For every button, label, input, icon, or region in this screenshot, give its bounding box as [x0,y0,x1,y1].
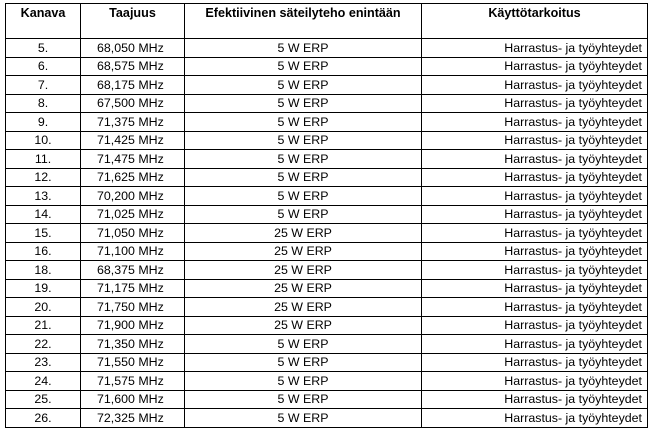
cell-taajuus: 70,200 MHz [81,187,185,206]
cell-teho: 25 W ERP [185,261,422,280]
table-row [6,409,648,428]
table-row [6,205,648,224]
cell-kanava: 25. [6,390,81,409]
cell-kaytto: Harrastus- ja työyhteydet [422,279,648,298]
cell-kanava: 7. [6,76,81,95]
cell-kanava: 20. [6,298,81,317]
cell-taajuus: 71,425 MHz [81,131,185,150]
table-row [6,113,648,132]
cell-teho: 5 W ERP [185,57,422,76]
cell-kaytto: Harrastus- ja työyhteydet [422,150,648,169]
table-row [6,131,648,150]
cell-kanava: 13. [6,187,81,206]
cell-kaytto: Harrastus- ja työyhteydet [422,76,648,95]
cell-teho: 5 W ERP [185,390,422,409]
cell-kanava: 12. [6,168,81,187]
cell-taajuus: 71,350 MHz [81,335,185,354]
cell-kaytto: Harrastus- ja työyhteydet [422,205,648,224]
table-row [6,279,648,298]
cell-teho: 5 W ERP [185,187,422,206]
cell-taajuus: 71,900 MHz [81,316,185,335]
cell-taajuus: 71,550 MHz [81,353,185,372]
cell-kaytto: Harrastus- ja työyhteydet [422,57,648,76]
cell-teho: 5 W ERP [185,205,422,224]
header-taajuus: Taajuus [81,4,185,39]
cell-kaytto: Harrastus- ja työyhteydet [422,261,648,280]
cell-teho: 5 W ERP [185,94,422,113]
cell-taajuus: 71,475 MHz [81,150,185,169]
table-row [6,335,648,354]
cell-taajuus: 71,175 MHz [81,279,185,298]
header-row [6,4,648,39]
cell-kanava: 23. [6,353,81,372]
table-row [6,353,648,372]
cell-teho: 25 W ERP [185,279,422,298]
table-row [6,76,648,95]
cell-kanava: 26. [6,409,81,428]
cell-taajuus: 71,025 MHz [81,205,185,224]
cell-kanava: 22. [6,335,81,354]
cell-teho: 5 W ERP [185,168,422,187]
cell-kaytto: Harrastus- ja työyhteydet [422,224,648,243]
table-header [6,4,648,39]
cell-teho: 5 W ERP [185,335,422,354]
cell-kaytto: Harrastus- ja työyhteydet [422,298,648,317]
table-row [6,168,648,187]
cell-kanava: 16. [6,242,81,261]
cell-kaytto: Harrastus- ja työyhteydet [422,131,648,150]
header-kanava: Kanava [6,4,81,39]
cell-kaytto: Harrastus- ja työyhteydet [422,335,648,354]
cell-kaytto: Harrastus- ja työyhteydet [422,113,648,132]
table-row [6,242,648,261]
table-row [6,94,648,113]
cell-teho: 25 W ERP [185,224,422,243]
cell-teho: 5 W ERP [185,131,422,150]
cell-kanava: 15. [6,224,81,243]
cell-kaytto: Harrastus- ja työyhteydet [422,409,648,428]
cell-teho: 5 W ERP [185,353,422,372]
cell-teho: 5 W ERP [185,150,422,169]
cell-taajuus: 72,325 MHz [81,409,185,428]
cell-taajuus: 68,375 MHz [81,261,185,280]
cell-taajuus: 71,575 MHz [81,372,185,391]
cell-taajuus: 68,575 MHz [81,57,185,76]
table-row [6,39,648,58]
cell-kaytto: Harrastus- ja työyhteydet [422,168,648,187]
table-row [6,261,648,280]
cell-taajuus: 71,625 MHz [81,168,185,187]
cell-kanava: 9. [6,113,81,132]
table-row [6,372,648,391]
cell-taajuus: 71,750 MHz [81,298,185,317]
table-body [6,39,648,428]
cell-kanava: 10. [6,131,81,150]
cell-taajuus: 71,100 MHz [81,242,185,261]
cell-kanava: 19. [6,279,81,298]
header-kaytto: Käyttötarkoitus [422,4,648,39]
table-row [6,187,648,206]
table-row [6,298,648,317]
cell-taajuus: 71,600 MHz [81,390,185,409]
cell-kaytto: Harrastus- ja työyhteydet [422,242,648,261]
cell-teho: 5 W ERP [185,409,422,428]
cell-taajuus: 67,500 MHz [81,94,185,113]
cell-kanava: 11. [6,150,81,169]
table-row [6,316,648,335]
cell-teho: 5 W ERP [185,39,422,58]
cell-kaytto: Harrastus- ja työyhteydet [422,372,648,391]
cell-kaytto: Harrastus- ja työyhteydet [422,39,648,58]
cell-teho: 5 W ERP [185,372,422,391]
cell-kaytto: Harrastus- ja työyhteydet [422,94,648,113]
cell-teho: 5 W ERP [185,113,422,132]
cell-kaytto: Harrastus- ja työyhteydet [422,390,648,409]
cell-kaytto: Harrastus- ja työyhteydet [422,353,648,372]
cell-kanava: 5. [6,39,81,58]
cell-kanava: 18. [6,261,81,280]
channel-table [5,3,648,428]
table-row [6,150,648,169]
cell-kanava: 14. [6,205,81,224]
table-row [6,224,648,243]
cell-kanava: 8. [6,94,81,113]
cell-taajuus: 71,050 MHz [81,224,185,243]
cell-kanava: 6. [6,57,81,76]
cell-taajuus: 68,050 MHz [81,39,185,58]
table-row [6,390,648,409]
cell-kanava: 21. [6,316,81,335]
cell-teho: 25 W ERP [185,316,422,335]
cell-taajuus: 68,175 MHz [81,76,185,95]
cell-teho: 25 W ERP [185,298,422,317]
cell-kanava: 24. [6,372,81,391]
cell-teho: 25 W ERP [185,242,422,261]
cell-teho: 5 W ERP [185,76,422,95]
cell-taajuus: 71,375 MHz [81,113,185,132]
cell-kaytto: Harrastus- ja työyhteydet [422,187,648,206]
cell-kaytto: Harrastus- ja työyhteydet [422,316,648,335]
header-teho: Efektiivinen säteilyteho enintään [185,4,422,39]
table-row [6,57,648,76]
